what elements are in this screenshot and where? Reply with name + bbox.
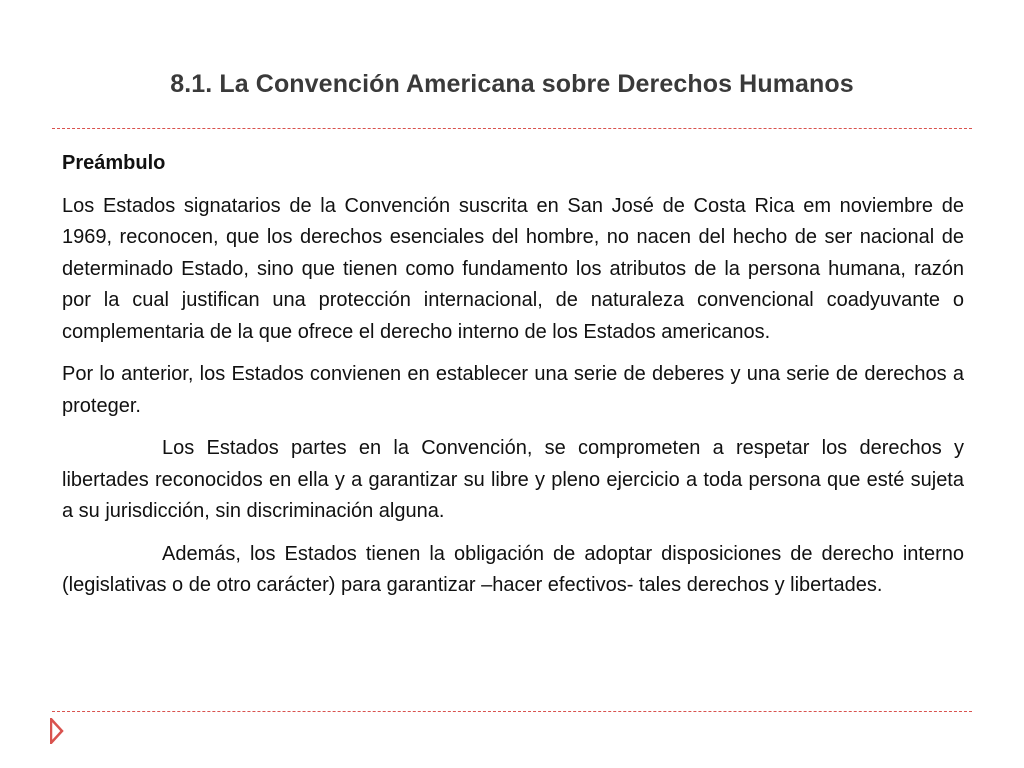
top-divider [52,128,972,129]
slide-title: 8.1. La Convención Americana sobre Derechos Humanos [170,70,854,98]
paragraph-3: Los Estados partes en la Convención, se comprometen a respetar los derechos y libertades reconocidos en ella y a garantizar su libre y pleno ejercicio a toda persona que esté sujeta a su jurisdicción, sin discriminación alguna. [62,437,964,522]
paragraph-1: Los Estados signatarios de la Convención suscrita en San José de Costa Rica em noviembre de 1969, reconocen, que los derechos esenciales del hombre, no nacen del hecho de ser nacional de determinado Estado, sino que tienen como fundamento los atributos de la persona humana, razón por la cual justifican una protección internacional, de naturaleza convencional coadyuvante o complementaria de la que ofrece el derecho interno de los Estados americanos. [62,194,964,343]
slide-body [62,148,964,613]
bottom-divider [52,711,972,712]
chevron-right-icon [50,718,64,744]
paragraph-2: Por lo anterior, los Estados convienen en establecer una serie de deberes y una serie de derechos a proteger. [62,363,964,417]
section-heading: Preámbulo [62,152,166,174]
paragraph-4: Además, los Estados tienen la obligación de adoptar disposiciones de derecho interno (legislativas o de otro carácter) para garantizar –hacer efectivos- tales derechos y libertades. [62,542,964,596]
